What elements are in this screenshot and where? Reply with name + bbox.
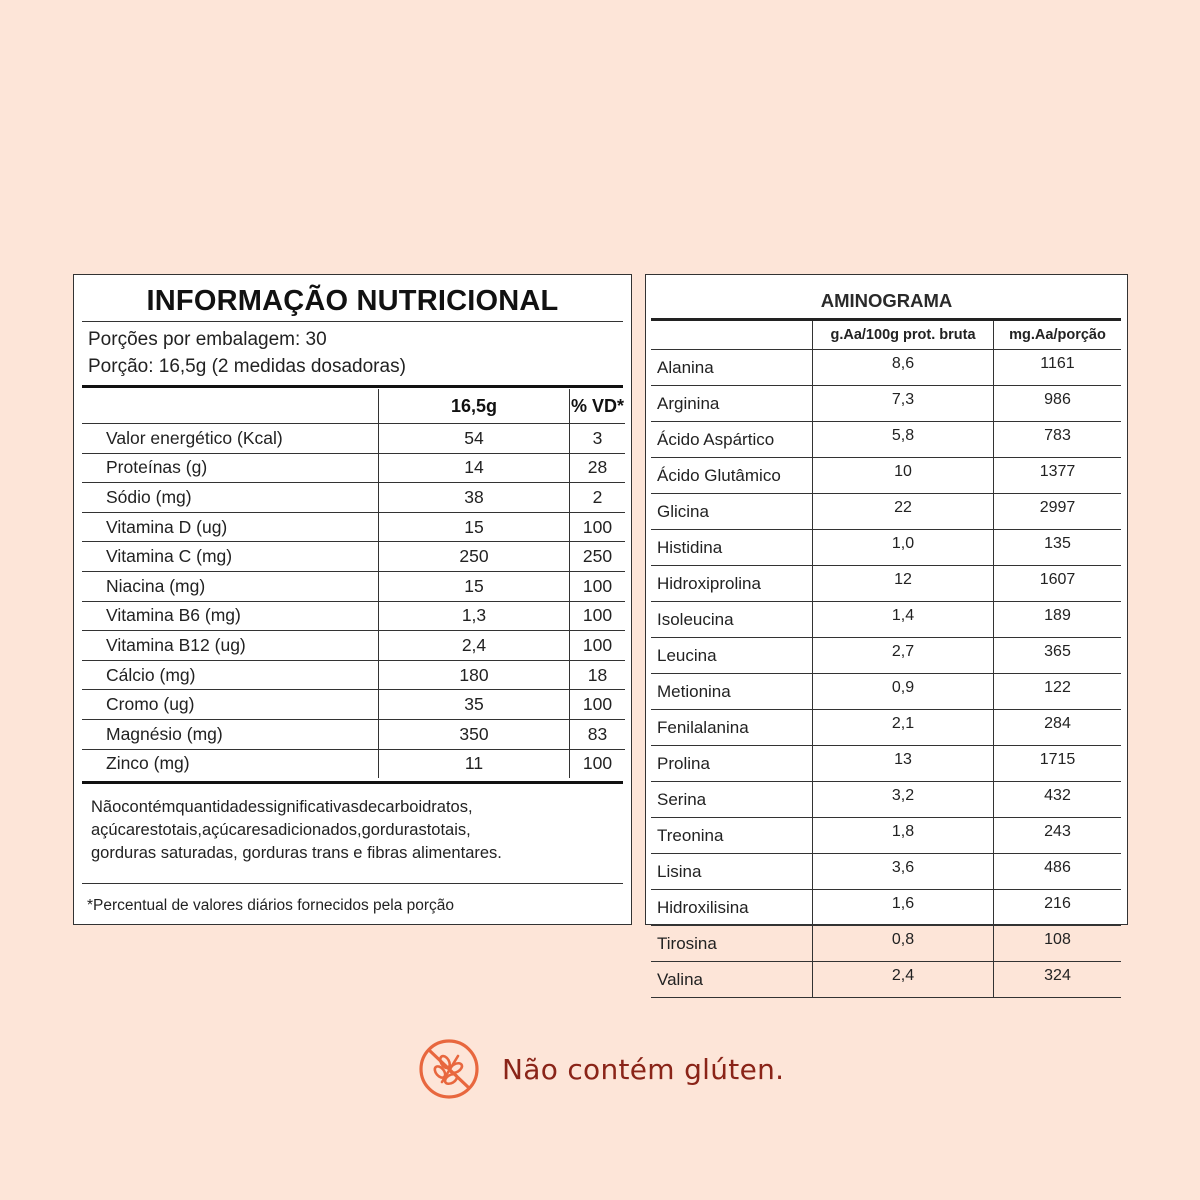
amino-name: Ácido Aspártico (651, 422, 813, 458)
aminogram-row (651, 746, 1121, 782)
nutrient-amount: 54 (379, 424, 570, 454)
amino-per100g: 1,6 (813, 890, 994, 926)
amino-per-portion: 122 (994, 674, 1122, 710)
nutrition-table-header (82, 389, 625, 424)
aminogram-row (651, 494, 1121, 530)
amino-per-portion: 108 (994, 926, 1122, 962)
aminogram-row (651, 602, 1121, 638)
nutrient-label: Niacina (mg) (82, 571, 379, 601)
aminogram-table (651, 321, 1121, 998)
aminogram-table-header (651, 321, 1121, 350)
amino-per-portion: 486 (994, 854, 1122, 890)
note-line: Nãocontémquantidadessignificativasdecarboidratos, (91, 798, 473, 816)
amino-name: Leucina (651, 638, 813, 674)
nutrient-vd: 100 (570, 571, 626, 601)
gluten-free-badge (418, 1038, 784, 1100)
nutrition-row (82, 512, 625, 542)
vd-header: % VD* (570, 389, 626, 424)
amino-per100g: 0,8 (813, 926, 994, 962)
nutrient-vd: 100 (570, 690, 626, 720)
nutrient-vd: 18 (570, 660, 626, 690)
amino-name: Metionina (651, 674, 813, 710)
amino-name: Hidroxilisina (651, 890, 813, 926)
nutrient-label: Zinco (mg) (106, 753, 190, 774)
nutrient-amount: 38 (379, 483, 570, 513)
nutrient-vd: 100 (570, 512, 626, 542)
nutrient-amount: 1,3 (379, 601, 570, 631)
amino-per-portion: 1377 (994, 458, 1122, 494)
aminogram-row (651, 710, 1121, 746)
nutrient-label: Sódio (mg) (82, 483, 379, 513)
amino-name: Glicina (651, 494, 813, 530)
amino-per-portion: 1607 (994, 566, 1122, 602)
serving-divider (82, 385, 623, 388)
portion-header: 16,5g (379, 389, 570, 424)
amino-name-header (651, 321, 813, 350)
nutrient-amount: 15 (379, 571, 570, 601)
servings-per-package: Porções por embalagem: 30 (88, 329, 327, 350)
aminogram-row (651, 782, 1121, 818)
aminogram-row (651, 674, 1121, 710)
amino-per100g: 12 (813, 566, 994, 602)
amino-per-portion: 1715 (994, 746, 1122, 782)
nutrition-row (82, 601, 625, 631)
aminogram-row (651, 962, 1121, 998)
aminogram-row (651, 638, 1121, 674)
nutrition-row (82, 660, 625, 690)
amino-per100g: 5,8 (813, 422, 994, 458)
amino-per-portion: 986 (994, 386, 1122, 422)
nutrient-header (82, 389, 379, 424)
amino-name: Lisina (651, 854, 813, 890)
amino-name: Tirosina (651, 926, 813, 962)
amino-name: Valina (651, 962, 813, 998)
nutrition-row (82, 453, 625, 483)
nutrition-row (82, 483, 625, 513)
amino-per-portion: 216 (994, 890, 1122, 926)
amino-per-portion: 324 (994, 962, 1122, 998)
amino-name: Isoleucina (651, 602, 813, 638)
amino-name: Prolina (651, 746, 813, 782)
nutrient-vd: 28 (570, 453, 626, 483)
nutrient-amount: 350 (379, 719, 570, 749)
nutrient-amount: 14 (379, 453, 570, 483)
footnote: *Percentual de valores diários fornecidos pela porção (87, 897, 455, 914)
note-line: açúcarestotais,açúcaresadicionados,gordurastotais, (91, 821, 471, 839)
amino-per-portion: 1161 (994, 350, 1122, 386)
aminogram-panel (645, 274, 1128, 989)
nutrition-row (82, 424, 625, 454)
nutrient-vd: 83 (570, 719, 626, 749)
aminogram-row (651, 458, 1121, 494)
amino-per-portion: 243 (994, 818, 1122, 854)
amino-name: Treonina (651, 818, 813, 854)
amino-per100g: 3,6 (813, 854, 994, 890)
nutrition-title: INFORMAÇÃO NUTRICIONAL (146, 285, 559, 317)
amino-per100g: 3,2 (813, 782, 994, 818)
aminogram-row (651, 854, 1121, 890)
aminogram-row (651, 350, 1121, 386)
footnote-divider (82, 883, 623, 884)
per-portion-header: mg.Aa/porção (994, 321, 1122, 350)
nutrition-row (82, 719, 625, 749)
nutrient-label: Proteínas (g) (82, 453, 379, 483)
nutrient-amount: 2,4 (379, 631, 570, 661)
amino-name: Hidroxiprolina (651, 566, 813, 602)
amino-per100g: 1,8 (813, 818, 994, 854)
amino-name: Ácido Glutâmico (651, 458, 813, 494)
nutrient-vd: 2 (570, 483, 626, 513)
amino-per-portion: 432 (994, 782, 1122, 818)
table-bottom-divider (82, 781, 623, 784)
nutrient-amount: 15 (379, 512, 570, 542)
nutrition-note (91, 796, 571, 865)
amino-per100g: 0,9 (813, 674, 994, 710)
amino-per100g: 2,4 (813, 962, 994, 998)
amino-per-portion: 783 (994, 422, 1122, 458)
nutrient-amount: 250 (379, 542, 570, 572)
amino-per100g: 1,0 (813, 530, 994, 566)
aminogram-row (651, 422, 1121, 458)
per100g-header: g.Aa/100g prot. bruta (813, 321, 994, 350)
nutrient-label: Vitamina B12 (ug) (82, 631, 379, 661)
title-divider (82, 321, 623, 322)
amino-per-portion: 189 (994, 602, 1122, 638)
amino-per100g: 2,7 (813, 638, 994, 674)
nutrient-amount: 35 (379, 690, 570, 720)
amino-per100g: 22 (813, 494, 994, 530)
nutrient-label: Magnésio (mg) (82, 719, 379, 749)
nutrient-vd: 100 (570, 601, 626, 631)
nutrition-row (82, 542, 625, 572)
nutrient-amount: 11 (379, 749, 570, 778)
amino-per100g: 10 (813, 458, 994, 494)
nutrient-vd: 250 (570, 542, 626, 572)
amino-per100g: 8,6 (813, 350, 994, 386)
amino-per-portion: 135 (994, 530, 1122, 566)
serving-size: Porção: 16,5g (2 medidas dosadoras) (88, 356, 406, 377)
amino-per-portion: 365 (994, 638, 1122, 674)
gluten-free-text: Não contém glúten. (502, 1052, 785, 1086)
no-gluten-icon (418, 1038, 480, 1100)
note-line: gorduras saturadas, gorduras trans e fibras alimentares. (91, 844, 502, 862)
amino-per100g: 13 (813, 746, 994, 782)
amino-per100g: 2,1 (813, 710, 994, 746)
nutrient-label: Vitamina B6 (mg) (82, 601, 379, 631)
amino-name: Fenilalanina (651, 710, 813, 746)
nutrition-facts-panel (73, 274, 632, 925)
nutrition-row (82, 631, 625, 661)
nutrition-row (82, 690, 625, 720)
aminogram-row (651, 926, 1121, 962)
amino-name: Arginina (651, 386, 813, 422)
amino-per100g: 7,3 (813, 386, 994, 422)
nutrition-row (82, 571, 625, 601)
nutrient-label: Cálcio (mg) (82, 660, 379, 690)
amino-name: Serina (651, 782, 813, 818)
nutrient-label: Cromo (ug) (82, 690, 379, 720)
nutrient-label: Vitamina C (mg) (82, 542, 379, 572)
nutrient-label: Vitamina D (ug) (82, 512, 379, 542)
aminogram-row (651, 890, 1121, 926)
amino-name: Histidina (651, 530, 813, 566)
nutrient-label: Valor energético (Kcal) (82, 424, 379, 454)
nutrient-amount: 180 (379, 660, 570, 690)
aminogram-row (651, 818, 1121, 854)
nutrient-vd: 100 (570, 749, 626, 778)
aminogram-title: AMINOGRAMA (820, 290, 953, 311)
aminogram-row (651, 530, 1121, 566)
amino-name: Alanina (651, 350, 813, 386)
amino-per-portion: 2997 (994, 494, 1122, 530)
amino-per-portion: 284 (994, 710, 1122, 746)
nutrition-table (82, 389, 625, 778)
nutrition-row (82, 749, 625, 778)
aminogram-row (651, 386, 1121, 422)
amino-per100g: 1,4 (813, 602, 994, 638)
nutrient-vd: 3 (570, 424, 626, 454)
aminogram-row (651, 566, 1121, 602)
nutrient-vd: 100 (570, 631, 626, 661)
